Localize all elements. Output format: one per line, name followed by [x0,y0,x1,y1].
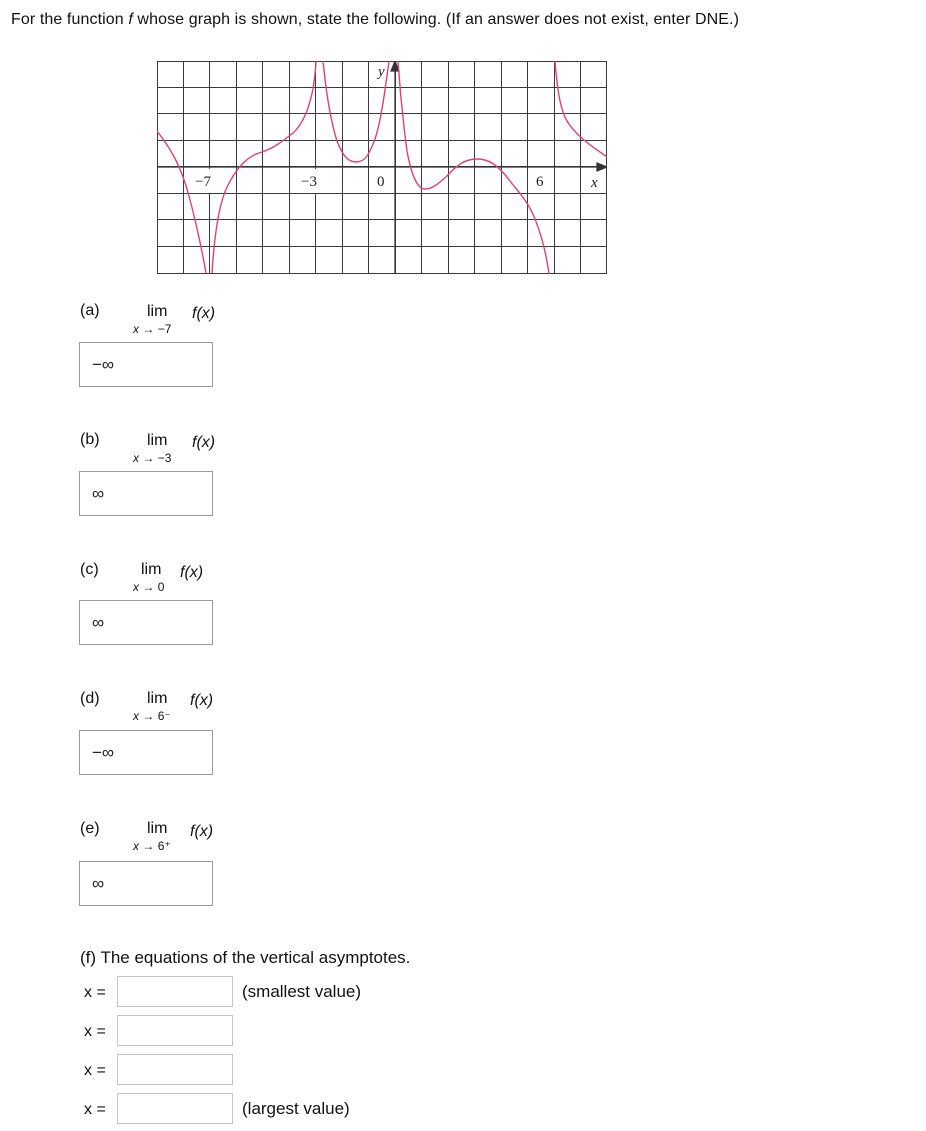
subscript-var: x [133,322,139,336]
question-text [11,11,739,29]
function-graph [157,61,607,274]
subscript-target: −3 [157,451,172,465]
asymptote-input-2[interactable] [117,1015,233,1046]
answer-input-b[interactable]: ∞ [79,471,213,516]
subscript-target: 6⁻ [157,709,171,723]
x-equals-label: x = [84,984,106,1001]
limit-function [192,434,215,452]
tick-label-x: −7 [195,174,211,190]
limit-function [180,564,203,582]
subscript-var: x [133,839,139,853]
subscript-var: x [133,580,139,594]
arrow-icon: → [142,709,155,723]
limit-function [192,305,215,323]
arrow-icon: → [142,322,155,336]
part-label: (e) [80,820,100,837]
asymptote-input-4[interactable] [117,1093,233,1124]
limit-subscript [133,839,171,853]
x-equals-label: x = [84,1023,106,1040]
lim-word: lim [147,690,168,707]
limit-subscript [133,709,171,723]
tick-label-x: 6 [536,174,544,190]
x-axis-label: x [591,175,598,191]
curve-branch-1 [157,131,206,273]
function-expression: f(x) [190,823,214,840]
limit-subscript [133,580,164,594]
subscript-target: 0 [157,580,165,594]
answer-input-c[interactable]: ∞ [79,600,213,645]
arrow-icon: → [142,839,155,853]
asymptote-input-3[interactable] [117,1054,233,1085]
function-expression: f(x) [190,692,214,709]
lim-word: lim [147,820,168,837]
x-equals-label: x = [84,1101,106,1118]
subscript-target: −7 [157,322,172,336]
question-prefix: For the function [11,11,129,28]
hint-largest: (largest value) [242,1099,350,1118]
arrow-icon: → [142,580,155,594]
answer-input-e[interactable]: ∞ [79,861,213,906]
subscript-target: 6⁺ [157,839,171,853]
part-label: (c) [80,561,99,578]
tick-label-x: −3 [301,174,317,190]
subscript-var: x [133,451,139,465]
part-label: (b) [80,431,100,448]
function-expression: f(x) [180,564,204,581]
part-f-title: (f) The equations of the vertical asymptotes. [80,948,411,967]
lim-word: lim [147,303,168,320]
lim-word: lim [147,432,168,449]
limit-function [190,692,213,710]
limit-subscript [133,322,171,336]
function-expression: f(x) [192,305,216,322]
part-label: (d) [80,690,100,707]
y-axis-label: y [378,64,385,80]
limit-function [190,823,213,841]
hint-smallest: (smallest value) [242,982,362,1001]
asymptote-input-1[interactable] [117,976,233,1007]
x-equals-label: x = [84,1062,106,1079]
question-suffix: whose graph is shown, state the following. (If an answer does not exist, enter DNE.) [132,11,740,28]
limit-subscript [133,451,171,465]
axes [157,61,607,274]
subscript-var: x [133,709,139,723]
tick-label-x: 0 [377,174,385,190]
part-label: (a) [80,302,100,319]
question-function-name: f [128,11,133,28]
answer-input-a[interactable]: −∞ [79,342,213,387]
lim-word: lim [141,561,162,578]
function-expression: f(x) [192,434,216,451]
arrow-icon: → [142,451,155,465]
answer-input-d[interactable]: −∞ [79,730,213,775]
